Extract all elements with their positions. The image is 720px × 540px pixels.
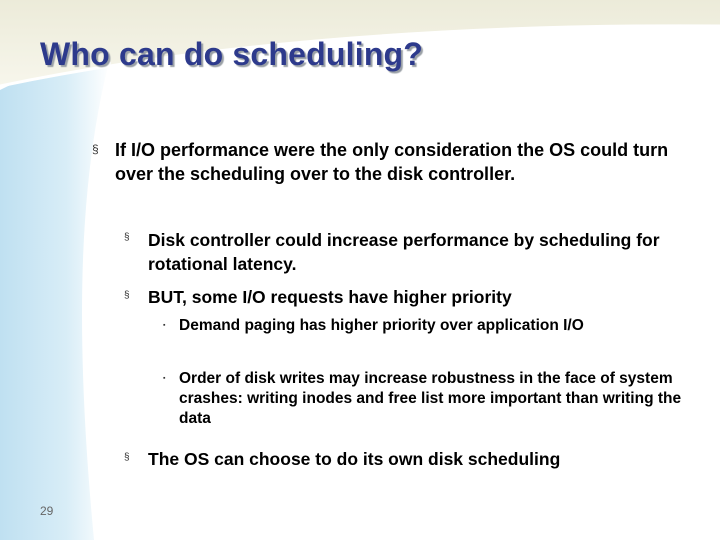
bullet-level2-item: BUT, some I/O requests have higher priority <box>148 287 512 307</box>
bullet-level2-item: The OS can choose to do its own disk scheduling <box>148 449 561 469</box>
bullet-marker: § <box>124 232 130 243</box>
bullet-marker: § <box>124 452 130 463</box>
sub-bullet-marker: ▪ <box>163 322 166 329</box>
bullet-level3-item: Order of disk writes may increase robustness in the face of system crashes: writing inodes and free list more important than writing the data <box>179 370 682 427</box>
bullet-level2-item: Disk controller could increase performance by scheduling for rotational latency. <box>148 230 660 274</box>
slide-number: 29 <box>40 504 54 518</box>
bullet-level3-item: Demand paging has higher priority over application I/O <box>179 317 584 334</box>
sub-bullet-marker: ▪ <box>163 375 166 382</box>
bullet-marker: § <box>92 142 99 156</box>
bullet-marker: § <box>124 290 130 301</box>
slide-title: Who can do scheduling? <box>40 36 424 72</box>
bullet-level1-item: If I/O performance were the only consideration the OS could turn over the scheduling over to the disk controller. <box>115 140 669 184</box>
